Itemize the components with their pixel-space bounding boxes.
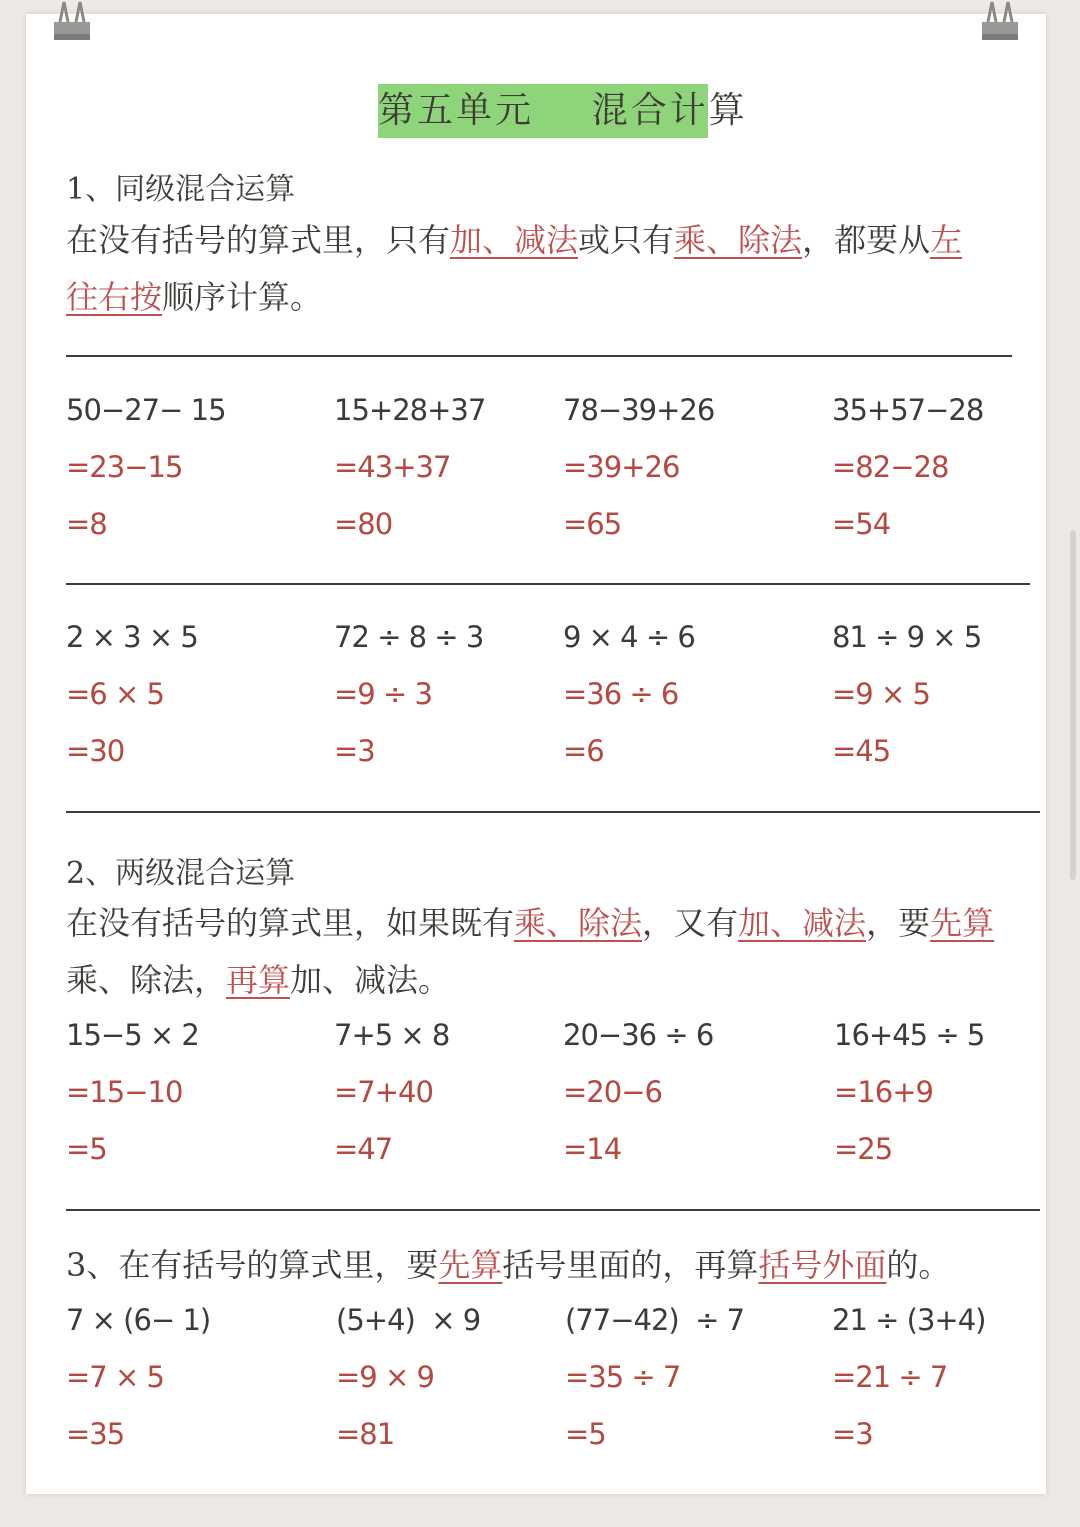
highlight-left-to-right: 往右按 [66, 278, 163, 316]
calc-step: =82−28 [832, 450, 949, 484]
calc-step: =23−15 [66, 450, 183, 484]
highlight-first: 先算 [930, 904, 995, 942]
divider [66, 1209, 1040, 1211]
rule-text: 顺序计算。 [162, 278, 323, 316]
page-title: 第五单元 混合计算 [378, 84, 708, 138]
section-1-heading: 1、同级混合运算 [66, 172, 296, 207]
calc-result: =54 [832, 507, 891, 541]
divider [66, 583, 1030, 585]
binder-clip-icon [50, 0, 94, 44]
binder-clip-icon [978, 0, 1022, 44]
calc-step: =9 × 5 [832, 677, 930, 711]
calc-result: =6 [563, 734, 604, 768]
calc-result: =30 [66, 734, 125, 768]
section-2-rule-line-2 [66, 960, 450, 1000]
rule-text: 乘、除法， [66, 961, 227, 999]
calc-result: =3 [832, 1417, 873, 1451]
highlight-left: 左 [930, 221, 963, 259]
rule-text: 加、减法。 [290, 961, 451, 999]
calc-result: =8 [66, 507, 107, 541]
calc-step: =39+26 [563, 450, 680, 484]
expression: 35+57−28 [832, 393, 984, 427]
calc-step: =16+9 [834, 1075, 933, 1109]
expression: (5+4) × 9 [336, 1303, 481, 1337]
calc-step: =20−6 [563, 1075, 662, 1109]
calc-step: =7+40 [334, 1075, 433, 1109]
section-2-heading: 2、两级混合运算 [66, 856, 296, 891]
expression: 15+28+37 [334, 393, 486, 427]
section-1-rule-line-2 [66, 277, 322, 317]
expression: 50−27− 15 [66, 393, 226, 427]
rule-text: ，又有 [642, 904, 739, 942]
rule-text: ，要 [866, 904, 931, 942]
section-2-rule-line-1 [66, 903, 994, 943]
calc-result: =45 [832, 734, 891, 768]
expression: 21 ÷ (3+4) [832, 1303, 986, 1337]
calc-step: =7 × 5 [66, 1360, 164, 1394]
expression: 72 ÷ 8 ÷ 3 [334, 620, 484, 654]
rule-text: 3、在有括号的算式里，要 [66, 1246, 439, 1284]
section-1-rule-line-1 [66, 220, 962, 260]
expression: 20−36 ÷ 6 [563, 1018, 714, 1052]
scrollbar[interactable] [1070, 530, 1076, 880]
rule-text: ，都要从 [802, 221, 931, 259]
expression: 7+5 × 8 [334, 1018, 450, 1052]
section-3-heading [66, 1245, 950, 1285]
highlight-multiply-divide: 乘、除法 [674, 221, 803, 259]
highlight-multiply-divide: 乘、除法 [514, 904, 643, 942]
divider [66, 355, 1012, 357]
highlight-add-subtract: 加、减法 [450, 221, 579, 259]
rule-text: 在没有括号的算式里，如果既有 [66, 904, 515, 942]
calc-step: =21 ÷ 7 [832, 1360, 948, 1394]
highlight-outside-brackets: 括号外面 [758, 1246, 887, 1284]
calc-step: =36 ÷ 6 [563, 677, 679, 711]
highlight-first: 先算 [438, 1246, 503, 1284]
calc-result: =65 [563, 507, 622, 541]
calc-step: =9 × 9 [336, 1360, 434, 1394]
calc-result: =3 [334, 734, 375, 768]
calc-result: =35 [66, 1417, 125, 1451]
rule-text: 或只有 [578, 221, 675, 259]
calc-result: =81 [336, 1417, 395, 1451]
calc-step: =9 ÷ 3 [334, 677, 432, 711]
calc-result: =80 [334, 507, 393, 541]
expression: 9 × 4 ÷ 6 [563, 620, 695, 654]
expression: 2 × 3 × 5 [66, 620, 198, 654]
calc-step: =6 × 5 [66, 677, 164, 711]
expression: 15−5 × 2 [66, 1018, 199, 1052]
calc-result: =47 [334, 1132, 393, 1166]
expression: 78−39+26 [563, 393, 715, 427]
highlight-then: 再算 [226, 961, 291, 999]
calc-result: =5 [565, 1417, 606, 1451]
highlight-add-subtract: 加、减法 [738, 904, 867, 942]
calc-step: =43+37 [334, 450, 451, 484]
rule-text: 括号里面的，再算 [502, 1246, 759, 1284]
divider [66, 811, 1040, 813]
calc-result: =5 [66, 1132, 107, 1166]
expression: 7 × (6− 1) [66, 1303, 211, 1337]
expression: (77−42) ÷ 7 [565, 1303, 745, 1337]
calc-result: =25 [834, 1132, 893, 1166]
calc-step: =15−10 [66, 1075, 183, 1109]
calc-result: =14 [563, 1132, 622, 1166]
rule-text: 在没有括号的算式里，只有 [66, 221, 451, 259]
calc-step: =35 ÷ 7 [565, 1360, 681, 1394]
expression: 16+45 ÷ 5 [834, 1018, 985, 1052]
rule-text: 的。 [886, 1246, 951, 1284]
expression: 81 ÷ 9 × 5 [832, 620, 982, 654]
